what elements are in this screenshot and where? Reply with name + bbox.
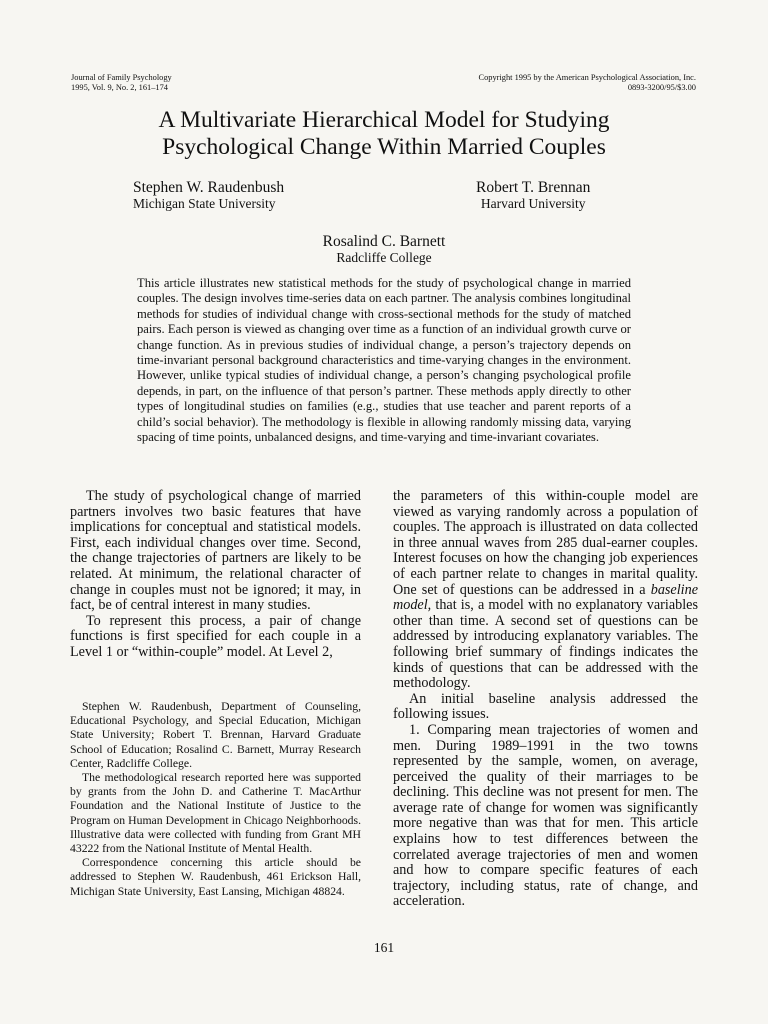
paragraph-text: the parameters of this within-couple model are viewed as varying randomly across a population of couples. The approach is illustrated on data collected in three annual waves from 285 dual-earner couples. Interest focuses on how the changing job experiences of each partner relate to changes in marital quality. One set of questions can be addressed in a bbox=[393, 488, 698, 598]
title-line-1: A Multivariate Hierarchical Model for Studying bbox=[158, 107, 610, 133]
author-name: Stephen W. Raudenbush bbox=[133, 179, 285, 196]
footnote-affiliations: Stephen W. Raudenbush, Department of Counseling, Educational Psychology, and Special Education, Michigan State University; Robert T. Brennan, Harvard Graduate School of Education; Rosalind C. Barnett, Murray Research Center, Radcliffe College. bbox=[70, 700, 361, 770]
page-number: 161 bbox=[373, 940, 395, 955]
author-name: Robert T. Brennan bbox=[476, 179, 591, 196]
author-affiliation: Harvard University bbox=[480, 196, 586, 211]
body-column-left bbox=[70, 489, 361, 661]
copyright-notice bbox=[479, 73, 696, 92]
author-block-3 bbox=[0, 233, 768, 265]
author-block-2 bbox=[476, 179, 590, 211]
body-paragraph: An initial baseline analysis addressed the following issues. bbox=[393, 690, 698, 723]
copyright-line: Copyright 1995 by the American Psychological Association, Inc. bbox=[478, 73, 696, 82]
issn-line: 0893-3200/95/$3.00 bbox=[627, 82, 696, 92]
footnote-correspondence: Correspondence concerning this article should be addressed to Stephen W. Raudenbush, 461 Erickson Hall, Michigan State University, East Lansing, Michigan 48824. bbox=[70, 856, 361, 898]
article-title bbox=[0, 107, 768, 161]
journal-citation bbox=[71, 73, 172, 92]
body-paragraph bbox=[393, 489, 698, 692]
author-footnotes bbox=[70, 700, 361, 899]
author-block-1 bbox=[133, 179, 284, 211]
body-column-right bbox=[393, 489, 698, 910]
body-paragraph: To represent this process, a pair of change functions is first specified for each couple in a Level 1 or “within-couple” model. At Level 2, bbox=[70, 612, 361, 660]
abstract: This article illustrates new statistical methods for the study of psychological change in married couples. The design involves time-series data on each partner. The analysis combines longitudinal methods for studies of individual change with cross-sectional methods for the study of matched pairs. Each person is viewed as changing over time as a function of an individual growth curve or change function. As in previous studies of individual change, a person’s trajectory depends on time-invariant personal background characteristics and time-varying changes in the environment. However, unlike typical studies of individual change, a person’s changing psychological profile depends, in part, on the influence of that person’s partner. These methods apply directly to other types of longitudinal studies on families (e.g., studies that use teacher and parent reports of a child’s social behavior). The methodology is flexible in allowing randomly missing data, varying spacing of time points, unbalanced designs, and time-varying and time-invariant covariates. bbox=[137, 276, 631, 445]
author-affiliation: Radcliffe College bbox=[336, 250, 432, 265]
author-affiliation: Michigan State University bbox=[133, 196, 276, 211]
paragraph-text: that is, a model with no explanatory variables other than time. A second set of questions can be addressed by introducing explanatory variables. The following brief summary of findings indicates the kinds of questions that can be addressed with the methodology. bbox=[393, 597, 698, 692]
body-paragraph: The study of psychological change of married partners involves two basic features that have implications for conceptual and statistical models. First, each individual changes over time. Second, the change trajectories of partners are likely to be related. At minimum, the relational character of change in couples must not be ignored; it may, in fact, be of central interest in many studies. bbox=[70, 488, 361, 614]
title-line-2: Psychological Change Within Married Couples bbox=[162, 134, 606, 160]
journal-volume: 1995, Vol. 9, No. 2, 161–174 bbox=[71, 82, 168, 92]
author-name: Rosalind C. Barnett bbox=[322, 233, 446, 250]
footnote-funding: The methodological research reported here was supported by grants from the John D. and Catherine T. MacArthur Foundation and the National Institute of Justice to the Program on Human Development in Chicago Neighborhoods. Illustrative data were collected with funding from Grant MH 43222 from the National Institute of Mental Health. bbox=[70, 771, 361, 856]
numbered-paragraph: 1. Comparing mean trajectories of women and men. During 1989–1991 in the two towns represented by the sample, women, on average, perceived the quality of their marriages to be declining. This decline was not present for men. The average rate of change for women was significantly more negative than was that for men. This article explains how to test differences between the correlated average trajectories of men and women and how to compare specific features of each trajectory, including status, rate of change, and acceleration. bbox=[393, 721, 698, 910]
emphasized-term: baseline model, bbox=[393, 581, 698, 614]
journal-name: Journal of Family Psychology bbox=[71, 73, 172, 82]
